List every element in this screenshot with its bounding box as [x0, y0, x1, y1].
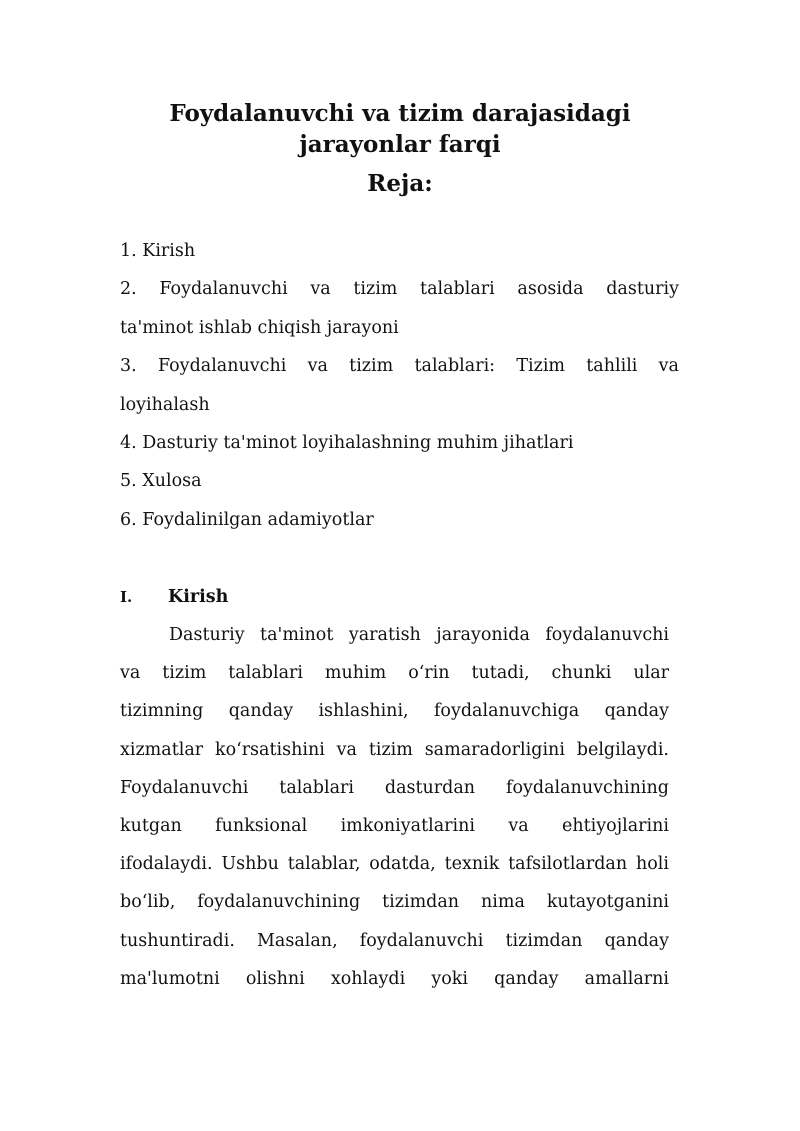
toc-item-3-line-2: loyihalash — [120, 394, 210, 415]
toc-item-2-line-1: 2. Foydalanuvchi va tizim talablari asosida dasturiy — [120, 279, 679, 300]
plan-heading: Reja: — [367, 170, 433, 197]
toc-item-5: 5. Xulosa — [120, 471, 202, 492]
toc-item-4: 4. Dasturiy ta'minot loyihalashning muhim jihatlari — [120, 433, 574, 454]
toc-item-1: 1. Kirish — [120, 241, 196, 261]
title-line-2: jarayonlar farqi — [299, 131, 501, 158]
title-line-1: Foydalanuvchi va tizim darajasidagi — [169, 100, 631, 127]
toc-item-3-line-1: 3. Foydalanuvchi va tizim talablari: Tizim tahlili va — [120, 356, 679, 377]
section-title: Kirish — [168, 587, 229, 607]
paragraph-line: tushuntiradi. Masalan, foydalanuvchi tizimdan qanday — [120, 930, 669, 951]
toc-item-2-line-2: ta'minot ishlab chiqish jarayoni — [120, 317, 399, 338]
paragraph-line: tizimning qanday ishlashini, foydalanuvchiga qanday — [120, 701, 669, 722]
document-title — [100, 98, 700, 160]
toc-item-6: 6. Foydalinilgan adamiyotlar — [120, 509, 374, 530]
section-heading — [120, 578, 680, 616]
section-number: I. — [120, 588, 133, 606]
paragraph-line: xizmatlar ko‘rsatishini va tizim samaradorligini belgilaydi. — [120, 739, 669, 760]
paragraph-line: bo‘lib, foydalanuvchining tizimdan nima kutayotganini — [120, 892, 669, 913]
body-paragraph — [120, 616, 669, 998]
paragraph-line: Foydalanuvchi talablari dasturdan foydalanuvchining — [120, 777, 669, 798]
toc-item-2 — [120, 270, 679, 347]
paragraph-line: ma'lumotni olishni xohlaydi yoki qanday amallarni — [120, 968, 669, 989]
paragraph-line: ifodalaydi. Ushbu talablar, odatda, texnik tafsilotlardan holi — [120, 854, 669, 875]
table-of-contents — [120, 232, 679, 539]
paragraph-line: kutgan funksional imkoniyatlarini va ehtiyojlarini — [120, 816, 669, 837]
paragraph-line: va tizim talablari muhim o‘rin tutadi, chunki ular — [120, 663, 669, 684]
toc-item-3 — [120, 347, 679, 424]
paragraph-line: Dasturiy ta'minot yaratish jarayonida foydalanuvchi — [169, 625, 669, 645]
